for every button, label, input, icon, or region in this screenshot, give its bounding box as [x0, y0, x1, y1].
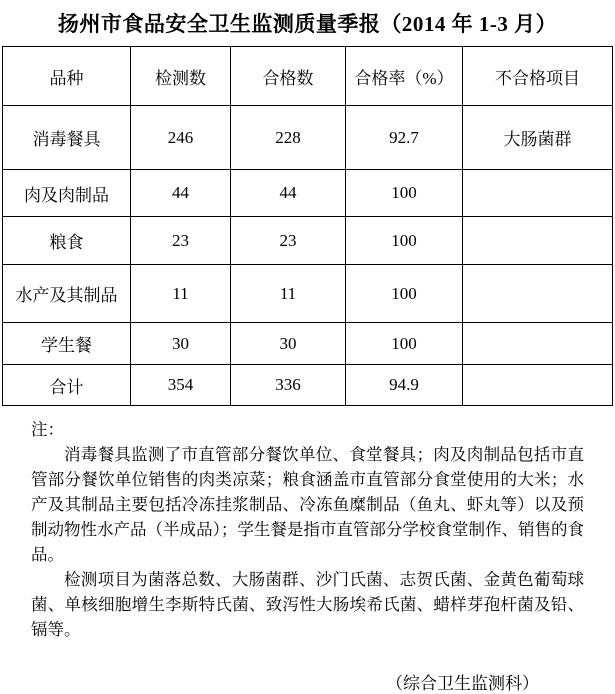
- cell-category: 消毒餐具: [3, 106, 131, 170]
- page-title: 扬州市食品安全卫生监测质量季报（2014 年 1-3 月）: [57, 12, 558, 36]
- cell-qualified-count: 228: [231, 106, 346, 170]
- cell-failed-items: [463, 265, 613, 323]
- notes-section: [31, 417, 584, 642]
- cell-qualified-count: 11: [231, 265, 346, 323]
- cell-failed-items: 大肠菌群: [463, 106, 613, 170]
- header-cell-failed-items: 不合格项目: [463, 47, 613, 106]
- header-cell-category: 品种: [3, 47, 131, 106]
- cell-tested-count: 354: [131, 365, 231, 406]
- note-paragraph-test-items: 检测项目为菌落总数、大肠菌群、沙门氏菌、志贺氏菌、金黄色葡萄球菌、单核细胞增生李斯特氏菌、致泻性大肠埃希氏菌、蜡样芽孢杆菌及铅、镉等。: [31, 570, 584, 640]
- cell-failed-items: [463, 217, 613, 265]
- table-header-row: [3, 47, 613, 106]
- cell-pass-rate: 100: [346, 265, 463, 323]
- cell-category: 合计: [3, 365, 131, 406]
- cell-tested-count: 246: [131, 106, 231, 170]
- note-paragraph-scope: 消毒餐具监测了市直管部分餐饮单位、食堂餐具；肉及肉制品包括市直管部分餐饮单位销售的肉类凉菜；粮食涵盖市直管部分食堂使用的大米；水产及其制品主要包括冷冻挂浆制品、冷冻鱼糜制品（鱼丸、虾丸等）以及预制动物性水产品（半成品）；学生餐是指市直管部分学校食堂制作、销售的食品。: [31, 445, 584, 565]
- cell-qualified-count: 44: [231, 170, 346, 217]
- cell-qualified-count: 23: [231, 217, 346, 265]
- table-total-row: [3, 365, 613, 406]
- cell-tested-count: 30: [131, 323, 231, 365]
- cell-tested-count: 23: [131, 217, 231, 265]
- cell-tested-count: 44: [131, 170, 231, 217]
- cell-pass-rate: 94.9: [346, 365, 463, 406]
- header-cell-tested-count: 检测数: [131, 47, 231, 106]
- cell-qualified-count: 30: [231, 323, 346, 365]
- notes-label: 注：: [31, 420, 64, 440]
- cell-category: 水产及其制品: [3, 265, 131, 323]
- cell-pass-rate: 100: [346, 217, 463, 265]
- table-row: [3, 217, 613, 265]
- cell-pass-rate: 100: [346, 170, 463, 217]
- header-cell-qualified-count: 合格数: [231, 47, 346, 106]
- cell-tested-count: 11: [131, 265, 231, 323]
- signature: （综合卫生监测科）: [386, 674, 539, 694]
- cell-category: 粮食: [3, 217, 131, 265]
- cell-failed-items: [463, 365, 613, 406]
- header-cell-pass-rate: 合格率（%）: [346, 47, 463, 106]
- cell-qualified-count: 336: [231, 365, 346, 406]
- cell-failed-items: [463, 323, 613, 365]
- cell-pass-rate: 92.7: [346, 106, 463, 170]
- cell-category: 肉及肉制品: [3, 170, 131, 217]
- cell-category: 学生餐: [3, 323, 131, 365]
- monitoring-table: [2, 46, 613, 406]
- cell-failed-items: [463, 170, 613, 217]
- table-row: [3, 265, 613, 323]
- table-row: [3, 323, 613, 365]
- table-row: [3, 170, 613, 217]
- cell-pass-rate: 100: [346, 323, 463, 365]
- table-row: [3, 106, 613, 170]
